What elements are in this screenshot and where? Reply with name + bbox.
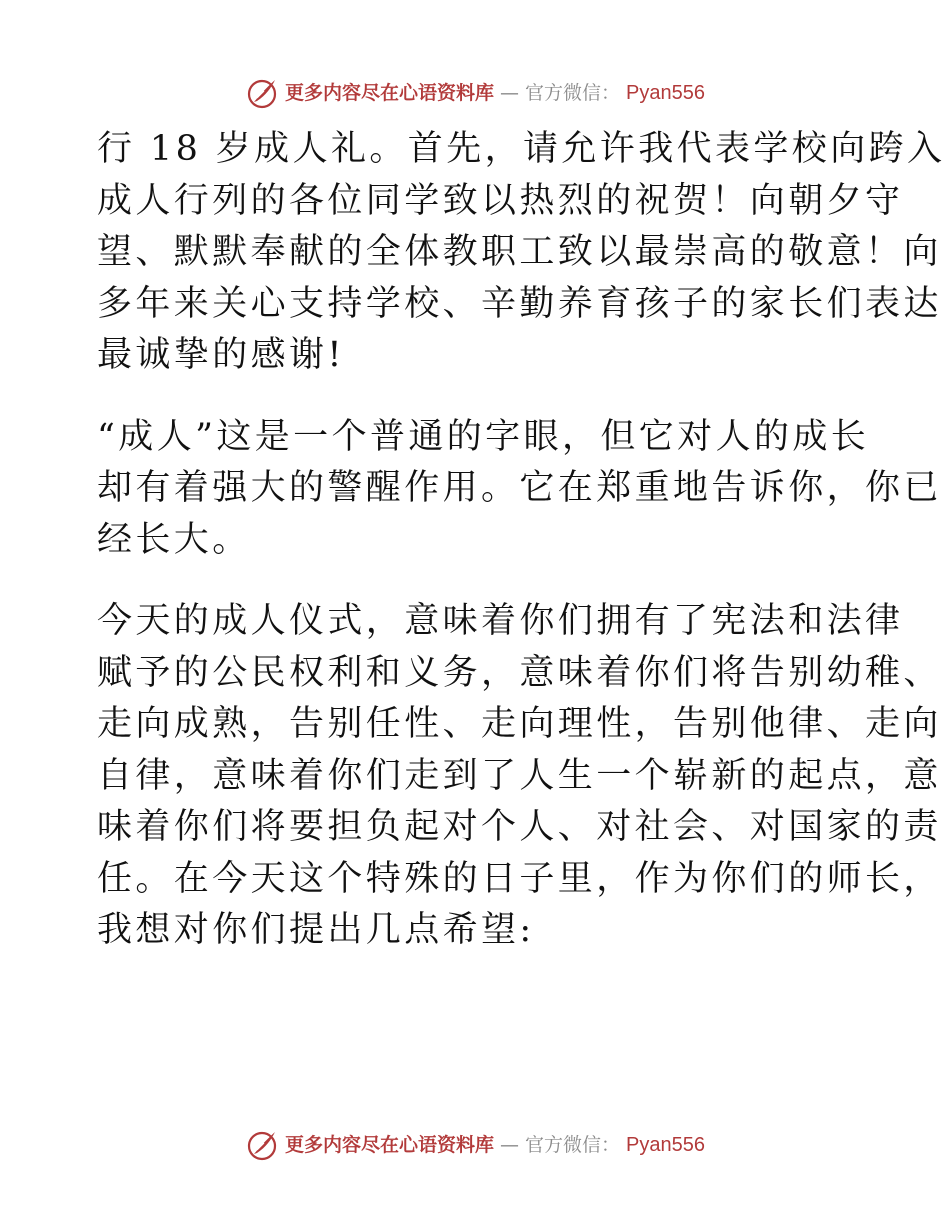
watermark-id: Pyan556 <box>626 1134 705 1156</box>
text-line: 最诚挚的感谢! <box>97 335 345 375</box>
watermark-separator: — <box>500 82 520 104</box>
watermark-id: Pyan556 <box>626 82 705 104</box>
text-line: 成人行列的各位同学致以热烈的祝贺！向朝夕守 <box>97 180 904 221</box>
text-line: 行 18 岁成人礼。首先，请允许我代表学校向跨入 <box>97 129 946 169</box>
text-line: 望、默默奉献的全体教职工致以最崇高的敬意！向 <box>97 232 942 272</box>
text-line: 今天的成人仪式，意味着你们拥有了宪法和法律 <box>97 601 904 641</box>
watermark-label: 官方微信： <box>525 1134 621 1156</box>
text-line: 我想对你们提出几点希望: <box>97 910 535 950</box>
paragraph-2 <box>97 412 942 567</box>
text-line: 味着你们将要担负起对个人、对社会、对国家的责 <box>97 807 942 847</box>
quill-logo-icon <box>245 1128 279 1162</box>
document-body <box>97 124 946 957</box>
paragraph-3 <box>97 596 942 957</box>
header-watermark <box>0 76 950 110</box>
watermark-main-text: 更多内容尽在心语资料库 <box>285 1134 495 1156</box>
text-line: “成人”这是一个普通的字眼，但它对人的成长 <box>97 416 870 457</box>
watermark-main-text: 更多内容尽在心语资料库 <box>285 82 495 104</box>
text-line: 经长大。 <box>97 519 251 560</box>
quill-logo-icon <box>245 76 279 110</box>
paragraph-1 <box>97 124 946 382</box>
watermark-separator: — <box>500 1134 520 1156</box>
text-line: 自律，意味着你们走到了人生一个崭新的起点，意 <box>97 755 942 796</box>
text-line: 多年来关心支持学校、辛勤养育孩子的家长们表达 <box>97 283 942 324</box>
text-line: 走向成熟，告别任性、走向理性，告别他律、走向 <box>97 704 942 744</box>
text-line: 赋予的公民权利和义务，意味着你们将告别幼稚、 <box>97 652 942 693</box>
watermark-label: 官方微信： <box>525 82 621 104</box>
text-line: 却有着强大的警醒作用。它在郑重地告诉你，你已 <box>97 468 942 508</box>
footer-watermark <box>0 1128 950 1162</box>
text-line: 任。在今天这个特殊的日子里，作为你们的师长， <box>97 858 942 899</box>
